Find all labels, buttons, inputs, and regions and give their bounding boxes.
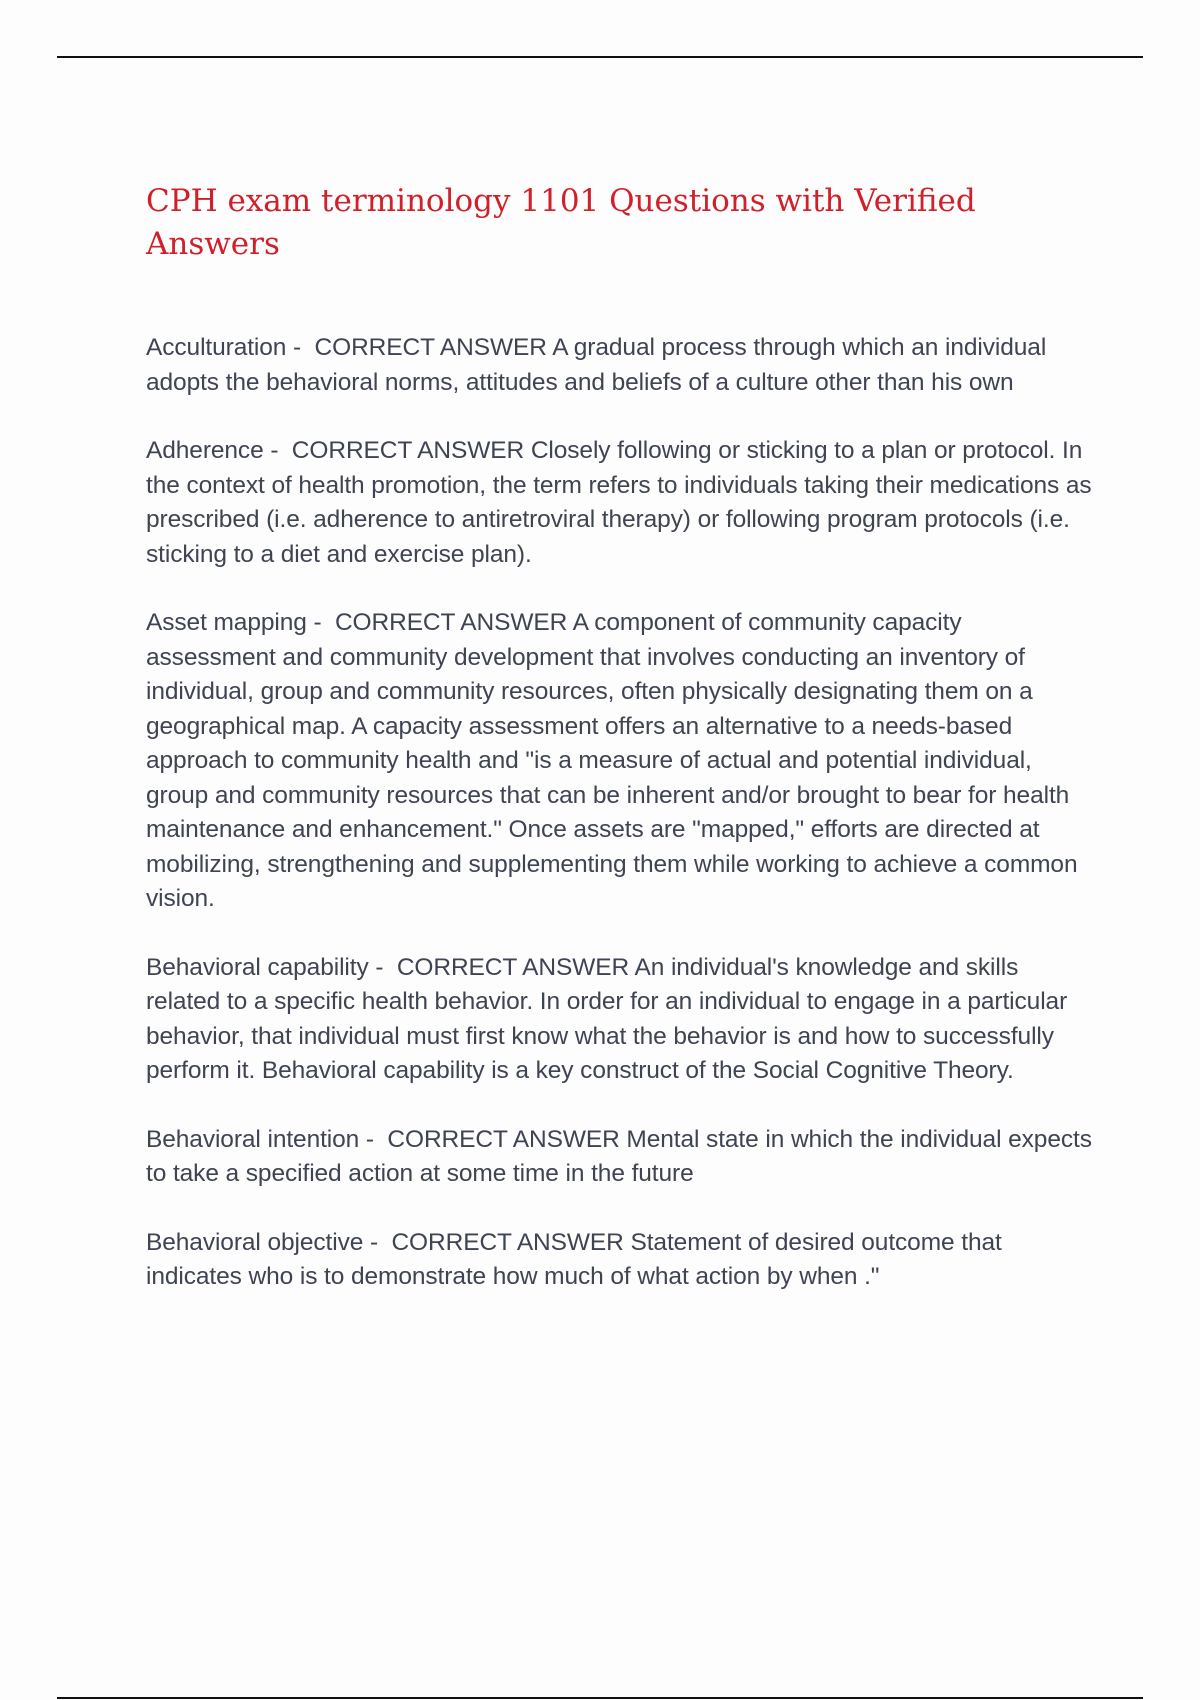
list-item: Behavioral intention - CORRECT ANSWER Mental state in which the individual expects to take a specified action at some time in the future bbox=[146, 1125, 1092, 1187]
list-item: Adherence - CORRECT ANSWER Closely following or sticking to a plan or protocol. In the context of health promotion, the term refers to individuals taking their medications as prescribed (i.e. adherence to antiretroviral therapy) or following program protocols (i.e. sticking to a diet and exercise plan). bbox=[146, 437, 1092, 568]
entry-term: Adherence bbox=[146, 437, 264, 464]
entry-definition: A component of community capacity assessment and community development that involves conducting an inventory of individual, group and community resources, often physically designating them on a geographical map. A capacity assessment offers an alternative to a needs-based approach to community health and "is a measure of actual and potential individual, group and community resources that can be inherent and/or brought to bear for health maintenance and enhancement." Once assets are "mapped," efforts are directed at mobilizing, strengthening and supplementing them while working to achieve a common vision. bbox=[146, 609, 1078, 912]
answer-marker: CORRECT ANSWER bbox=[387, 1125, 620, 1153]
answer-marker: CORRECT ANSWER bbox=[396, 953, 630, 981]
document-title: CPH exam terminology 1101 Questions with Verified Answers bbox=[146, 183, 976, 262]
entry-term: Behavioral capability bbox=[146, 953, 369, 981]
entry-list bbox=[146, 331, 1096, 1295]
entry-definition: Mental state in which the individual expects to take a specified action at some time in the future bbox=[146, 1125, 1092, 1187]
document-body bbox=[146, 180, 1096, 1329]
answer-marker: CORRECT ANSWER bbox=[291, 437, 525, 464]
list-item: Behavioral objective - CORRECT ANSWER Statement of desired outcome that indicates who is to demonstrate how much of what action by when ." bbox=[146, 1228, 1002, 1290]
answer-marker: CORRECT ANSWER bbox=[334, 609, 568, 636]
header-rule bbox=[57, 56, 1143, 58]
list-item: Behavioral capability - CORRECT ANSWER An individual's knowledge and skills related to a specific health behavior. In order for an individual to engage in a particular behavior, that individual must first know what the behavior is and how to successfully perform it. Behavioral capability is a key construct of the Social Cognitive Theory. bbox=[146, 953, 1068, 1084]
footer-rule bbox=[57, 1697, 1143, 1699]
entry-definition: Closely following or sticking to a plan or protocol. In the context of health promotion, the term refers to individuals taking their medications as prescribed (i.e. adherence to antiretroviral therapy) or following program protocols (i.e. sticking to a diet and exercise plan). bbox=[146, 437, 1092, 568]
entry-definition: An individual's knowledge and skills related to a specific health behavior. In order for an individual to engage in a particular behavior, that individual must first know what the behavior is and how to successfully perform it. Behavioral capability is a key construct of the Social Cognitive Theory. bbox=[146, 953, 1068, 1084]
list-item: Acculturation - CORRECT ANSWER A gradual process through which an individual adopts the behavioral norms, attitudes and beliefs of a culture other than his own bbox=[146, 334, 1047, 396]
list-item: Asset mapping - CORRECT ANSWER A component of community capacity assessment and community development that involves conducting an inventory of individual, group and community resources, often physically designating them on a geographical map. A capacity assessment offers an alternative to a needs-based approach to community health and "is a measure of actual and potential individual, group and community resources that can be inherent and/or brought to bear for health maintenance and enhancement." Once assets are "mapped," efforts are directed at mobilizing, strengthening and supplementing them while working to achieve a common vision. bbox=[146, 609, 1078, 912]
entry-definition: Statement of desired outcome that indicates who is to demonstrate how much of what action by when ." bbox=[146, 1228, 1002, 1290]
entry-term: Acculturation bbox=[146, 334, 287, 361]
answer-marker: CORRECT ANSWER bbox=[391, 1228, 624, 1256]
entry-term: Behavioral objective bbox=[146, 1228, 364, 1256]
entry-definition: A gradual process through which an individual adopts the behavioral norms, attitudes and beliefs of a culture other than his own bbox=[146, 334, 1047, 396]
entry-term: Asset mapping bbox=[146, 609, 307, 636]
entry-term: Behavioral intention bbox=[146, 1125, 360, 1153]
answer-marker: CORRECT ANSWER bbox=[314, 334, 547, 361]
